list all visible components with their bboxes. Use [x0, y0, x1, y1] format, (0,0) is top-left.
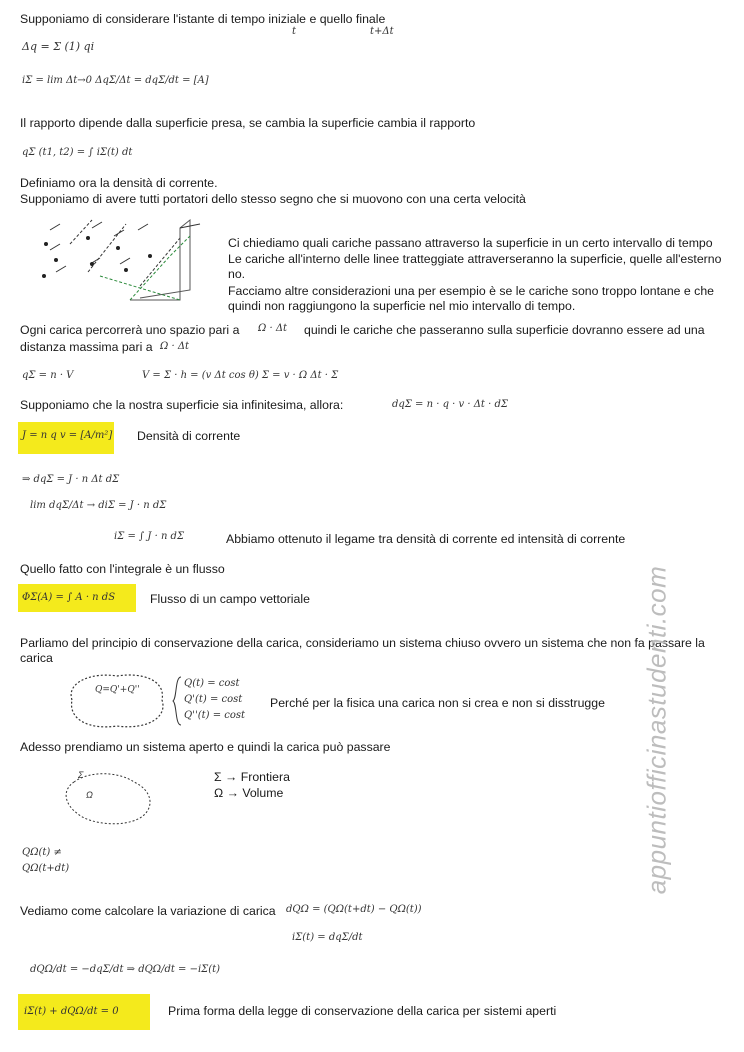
formula-q1-cost: Q'(t) = cost: [184, 694, 243, 705]
closed-system-diagram: [62, 670, 172, 732]
line-variation: Vediamo come calcolare la variazione di carica: [20, 904, 276, 918]
line-distance-c: distanza massima pari a: [20, 340, 153, 354]
formula-dq-jn: ⇒ dqΣ = J · n Δt dΣ: [22, 474, 120, 485]
line-infinitesimal: Supponiamo che la nostra superficie sia infinitesima, allora:: [20, 398, 344, 412]
formula-volume: V = Σ · h = (v Δt cos θ) Σ = v · Ω Δt · Σ: [142, 370, 339, 381]
open-system-diagram: [60, 768, 160, 828]
line-physics: Perché per la fisica una carica non si crea e non si disstrugge: [270, 696, 605, 710]
formula-dq-dt: dQΩ/dt = −dqΣ/dt ⇒ dQΩ/dt = −iΣ(t): [30, 964, 221, 975]
paragraph-conservation: Parliamo del principio di conservazione della carica, consideriamo un sistema chiuso ovvero un sistema che non fa passare la carica: [20, 636, 705, 665]
line-define-density: Definiamo ora la densità di corrente.: [20, 176, 218, 190]
legend-frontiera: Σ → Frontiera: [214, 770, 290, 784]
line-relation: Abbiamo ottenuto il legame tra densità di corrente ed intensità di corrente: [226, 532, 626, 546]
formula-di: lim dqΣ/Δt → diΣ = J · n dΣ: [30, 500, 167, 511]
line-intro: Supponiamo di considerare l'istante di tempo iniziale e quello finale: [20, 12, 386, 26]
formula-q-cost: Q(t) = cost: [184, 678, 240, 689]
formula-dq-omega: dQΩ = (QΩ(t+dt) − QΩ(t)): [286, 904, 422, 915]
formula-charge-integral: qΣ (t1, t2) = ∫ iΣ(t) dt: [22, 147, 133, 158]
line-carriers: Supponiamo di avere tutti portatori dello stesso segno che si muovono con una certa velocità: [20, 192, 526, 206]
formula-dq: dqΣ = n · q · v · Δt · dΣ: [392, 399, 508, 410]
watermark: appuntiofficinastudenti.com: [641, 565, 672, 895]
line-distance-a: Ogni carica percorrerà uno spazio pari a: [20, 323, 240, 337]
line-first-form: Prima forma della legge di conservazione della carica per sistemi aperti: [168, 1004, 557, 1018]
blob-label: Q=Q'+Q'': [95, 685, 140, 695]
line-flux: Quello fatto con l'integrale è un flusso: [20, 562, 225, 576]
line-distance-b: quindi le cariche che passeranno sulla superficie dovranno essere ad una: [304, 323, 705, 337]
formula-q-not-equal: QΩ(t) ≠ QΩ(t+dt): [22, 847, 70, 874]
label-t: t: [292, 26, 297, 37]
formula-q2-cost: Q''(t) = cost: [184, 710, 246, 721]
svg-text:Ω: Ω: [86, 790, 93, 800]
charges-surface-diagram: [30, 216, 215, 308]
paragraph-question: Ci chiediamo quali cariche passano attraverso la superficie in un certo intervallo di tempo: [228, 236, 713, 250]
formula-i-integral: iΣ = ∫ J · n dΣ: [114, 531, 185, 542]
line-open-system: Adesso prendiamo un sistema aperto e quindi la carica può passare: [20, 740, 391, 754]
label-t-dt: t+Δt: [370, 26, 394, 37]
formula-flux: ΦΣ(A) = ∫ A · n dS: [22, 592, 116, 603]
formula-q-nv: qΣ = n · V: [22, 370, 74, 381]
brace: [172, 676, 182, 726]
label-current-density: Densità di corrente: [137, 429, 241, 443]
formula-v-dt-2: Ω · Δt: [160, 341, 190, 352]
paragraph-considerations: Facciamo altre considerazioni una per esempio è se le cariche sono troppo lontane e che quindi non raggiungono la superficie nel mio intervallo di tempo.: [228, 284, 715, 313]
label-vector-flux: Flusso di un campo vettoriale: [150, 592, 310, 606]
formula-delta-q: Δq = Σ (1) qi: [22, 40, 95, 53]
paragraph-dashed-lines: Le cariche all'interno delle linee tratteggiate attraverseranno la superficie, quelle all'esterno no.: [228, 252, 722, 281]
formula-current-def: iΣ = lim Δt→0 ΔqΣ/Δt = dqΣ/dt = [A]: [22, 75, 209, 86]
formula-i-t: iΣ(t) = dqΣ/dt: [292, 932, 363, 943]
svg-text:Σ: Σ: [78, 770, 84, 780]
formula-density: J = n q v = [A/m²]: [22, 430, 113, 441]
formula-v-dt-1: Ω · Δt: [258, 323, 288, 334]
legend-volume: Ω → Volume: [214, 786, 284, 800]
line-rapporto: Il rapporto dipende dalla superficie presa, se cambia la superficie cambia il rapporto: [20, 116, 476, 130]
formula-conservation: iΣ(t) + dQΩ/dt = 0: [24, 1006, 119, 1017]
